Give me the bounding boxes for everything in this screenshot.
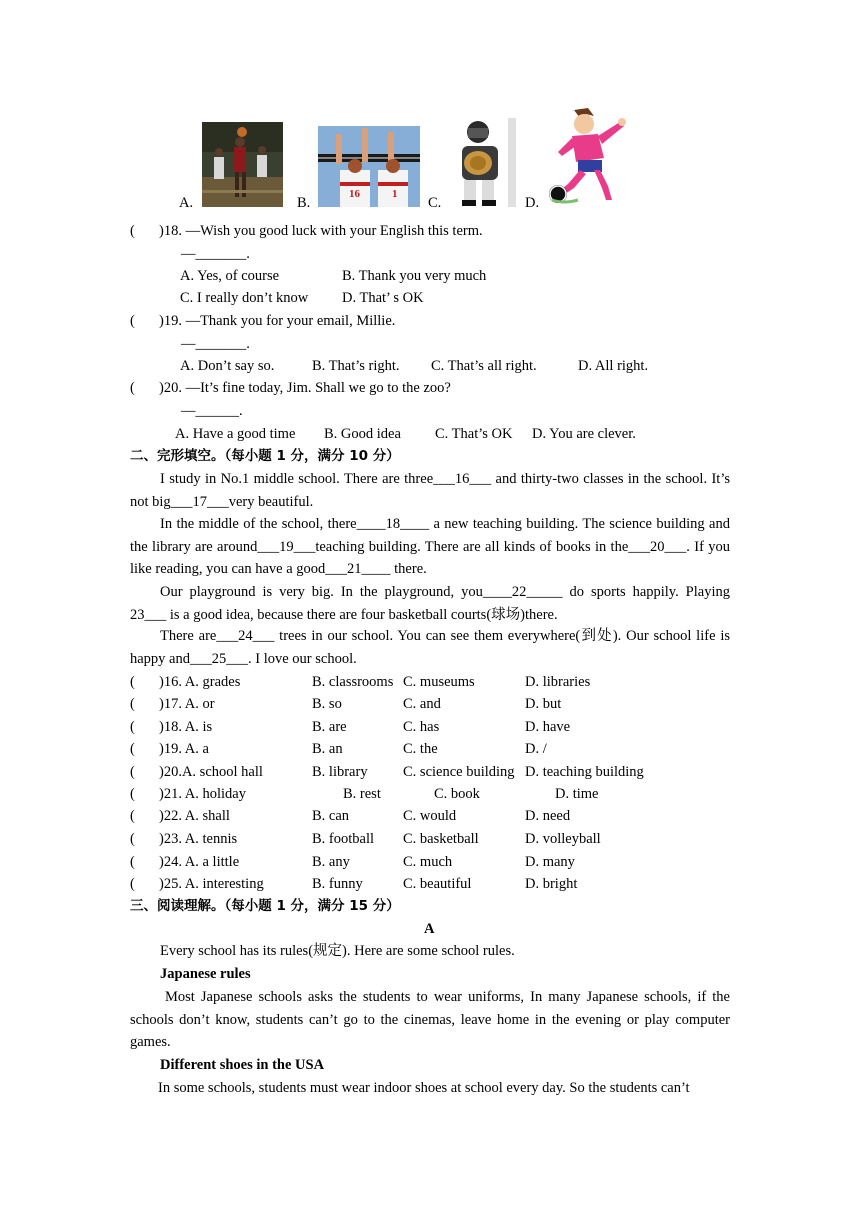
option-c: C. book xyxy=(434,786,480,802)
blank-20: ___20___ xyxy=(628,538,687,555)
blank-24: ___24___ xyxy=(216,628,275,644)
option-b-label: B. xyxy=(297,195,311,211)
option-a: )18. A. is xyxy=(159,719,213,735)
option-d: D. teaching building xyxy=(525,764,644,780)
answer-bracket: ( xyxy=(130,854,135,870)
option-d: D. have xyxy=(525,719,571,735)
option-c: C. beautiful xyxy=(403,876,472,892)
option-c: C. much xyxy=(403,854,453,870)
option-d: D. bright xyxy=(525,876,578,892)
answer-bracket: ( xyxy=(130,764,135,780)
option-a: )16. A. grades xyxy=(159,674,241,690)
passage-paragraph: Most Japanese schools asks the students to wear uniforms, In many Japanese schools, if the schools don’t know, students can’t go to the cinemas, leave home in the evening or play computer games. xyxy=(130,989,730,1050)
blank-25: ___25___ xyxy=(190,650,248,667)
option-b: B. football xyxy=(312,831,375,847)
option-a: )21. A. holiday xyxy=(159,786,246,802)
option-b: B. Thank you very much xyxy=(342,268,487,284)
option-a: )17. A. or xyxy=(159,696,215,712)
option-d: D. All right. xyxy=(578,358,649,374)
option-d: D. many xyxy=(525,854,575,870)
option-c: C. That’s all right. xyxy=(431,358,537,374)
option-b: B. classrooms xyxy=(312,674,394,690)
cloze-paragraph: There are___24___ trees in our school. You can see them everywhere(到处). Our school life is happy and___25___. I love our school. xyxy=(130,628,730,667)
answer-bracket: ( xyxy=(130,876,135,892)
option-c-label: C. xyxy=(428,195,442,211)
option-d: D. That’ s OK xyxy=(342,290,424,306)
option-d: D. but xyxy=(525,696,562,712)
answer-bracket: ( xyxy=(130,380,135,396)
option-a: )20.A. school hall xyxy=(159,764,263,780)
option-b: B. funny xyxy=(312,876,363,892)
passage-paragraph: In some schools, students must wear indoor shoes at school every day. So the students can’t xyxy=(158,1080,690,1096)
subheading: Different shoes in the USA xyxy=(160,1057,325,1073)
cloze-paragraph: In the middle of the school, there____18____ a new teaching building. The science building and the library are around___19___teaching building. There are all kinds of books in the___20___. If you like reading, you can have a good___21____ there. xyxy=(130,516,730,577)
option-b: B. an xyxy=(312,741,343,757)
option-b: B. so xyxy=(312,696,342,712)
cloze-paragraph: Our playground is very big. In the playground, you____22_____ do sports happily. Playing 23___ is a good idea, because there are four basketball courts(球场)there. xyxy=(130,584,730,623)
answer-bracket: ( xyxy=(130,696,135,712)
answer-bracket: ( xyxy=(130,719,135,735)
option-c: C. basketball xyxy=(403,831,479,847)
blank-19: ___19___ xyxy=(257,538,316,555)
option-a: )25. A. interesting xyxy=(159,876,264,892)
option-a: A. Yes, of course xyxy=(180,268,280,284)
blank-23: 23___ xyxy=(130,606,167,623)
blank-22: ____22_____ xyxy=(482,584,563,600)
option-a: A. Have a good time xyxy=(175,426,296,442)
answer-blank: —______. xyxy=(181,403,243,419)
option-c: C. I really don’t know xyxy=(180,290,309,306)
option-a-label: A. xyxy=(179,195,194,211)
blank-16: ___16___ xyxy=(433,471,492,487)
answer-bracket: ( xyxy=(130,674,135,690)
option-d: D. You are clever. xyxy=(532,426,636,442)
option-a: A. Don’t say so. xyxy=(180,358,275,374)
option-b: B. That’s right. xyxy=(312,358,400,374)
answer-bracket: ( xyxy=(130,808,135,824)
option-c: C. the xyxy=(403,741,438,757)
option-c: C. museums xyxy=(403,674,475,690)
option-b: B. rest xyxy=(343,786,381,802)
option-b: B. any xyxy=(312,854,350,870)
option-c: C. That’s OK xyxy=(435,426,513,442)
option-a: )19. A. a xyxy=(159,741,209,757)
answer-bracket: ( xyxy=(130,741,135,757)
subheading: Japanese rules xyxy=(160,966,251,982)
answer-bracket: ( xyxy=(130,831,135,847)
answer-bracket: ( xyxy=(130,223,135,239)
option-c: C. science building xyxy=(403,764,515,780)
answer-blank: —_______. xyxy=(181,246,250,262)
passage-label: A xyxy=(424,921,435,937)
basketball-picture xyxy=(202,122,283,207)
option-d: D. time xyxy=(555,786,599,802)
section-heading: 二、完形填空。（每小题 1 分，满分 10 分） xyxy=(130,448,400,464)
answer-blank: —_______. xyxy=(181,336,250,352)
question-19-stem: )19. —Thank you for your email, Millie. xyxy=(159,313,396,329)
volleyball-picture xyxy=(318,126,420,207)
option-d: D. / xyxy=(525,741,547,757)
jersey-number: 1 xyxy=(392,188,398,200)
option-d: D. need xyxy=(525,808,571,824)
option-a: )24. A. a little xyxy=(159,854,240,870)
option-a: )23. A. tennis xyxy=(159,831,238,847)
option-b: B. library xyxy=(312,764,368,780)
option-d: D. volleyball xyxy=(525,831,601,847)
blank-18: ____18____ xyxy=(356,516,430,532)
option-c: C. would xyxy=(403,808,457,824)
passage-intro: Every school has its rules(规定). Here are some school rules. xyxy=(160,943,515,959)
answer-bracket: ( xyxy=(130,786,135,802)
cloze-paragraph: I study in No.1 middle school. There are three___16___ and thirty-two classes in the school. It’s not big___17___very beautiful. xyxy=(130,471,730,510)
baseball-catcher-picture xyxy=(448,118,516,207)
option-b: B. can xyxy=(312,808,350,824)
blank-17: ___17___ xyxy=(170,493,229,510)
jersey-number: 16 xyxy=(349,188,360,200)
question-20-stem: )20. —It’s fine today, Jim. Shall we go to the zoo? xyxy=(159,380,451,396)
option-b: B. Good idea xyxy=(324,426,401,442)
section-heading: 三、阅读理解。（每小题 1 分，满分 15 分） xyxy=(130,898,400,914)
blank-21: ___21____ xyxy=(325,561,391,577)
option-c: C. and xyxy=(403,696,441,712)
football-player-picture xyxy=(544,108,630,207)
option-d: D. libraries xyxy=(525,674,591,690)
option-c: C. has xyxy=(403,719,440,735)
answer-bracket: ( xyxy=(130,313,135,329)
option-b: B. are xyxy=(312,719,347,735)
option-d-label: D. xyxy=(525,195,540,211)
question-18-stem: )18. —Wish you good luck with your English this term. xyxy=(159,223,483,239)
option-a: )22. A. shall xyxy=(159,808,230,824)
